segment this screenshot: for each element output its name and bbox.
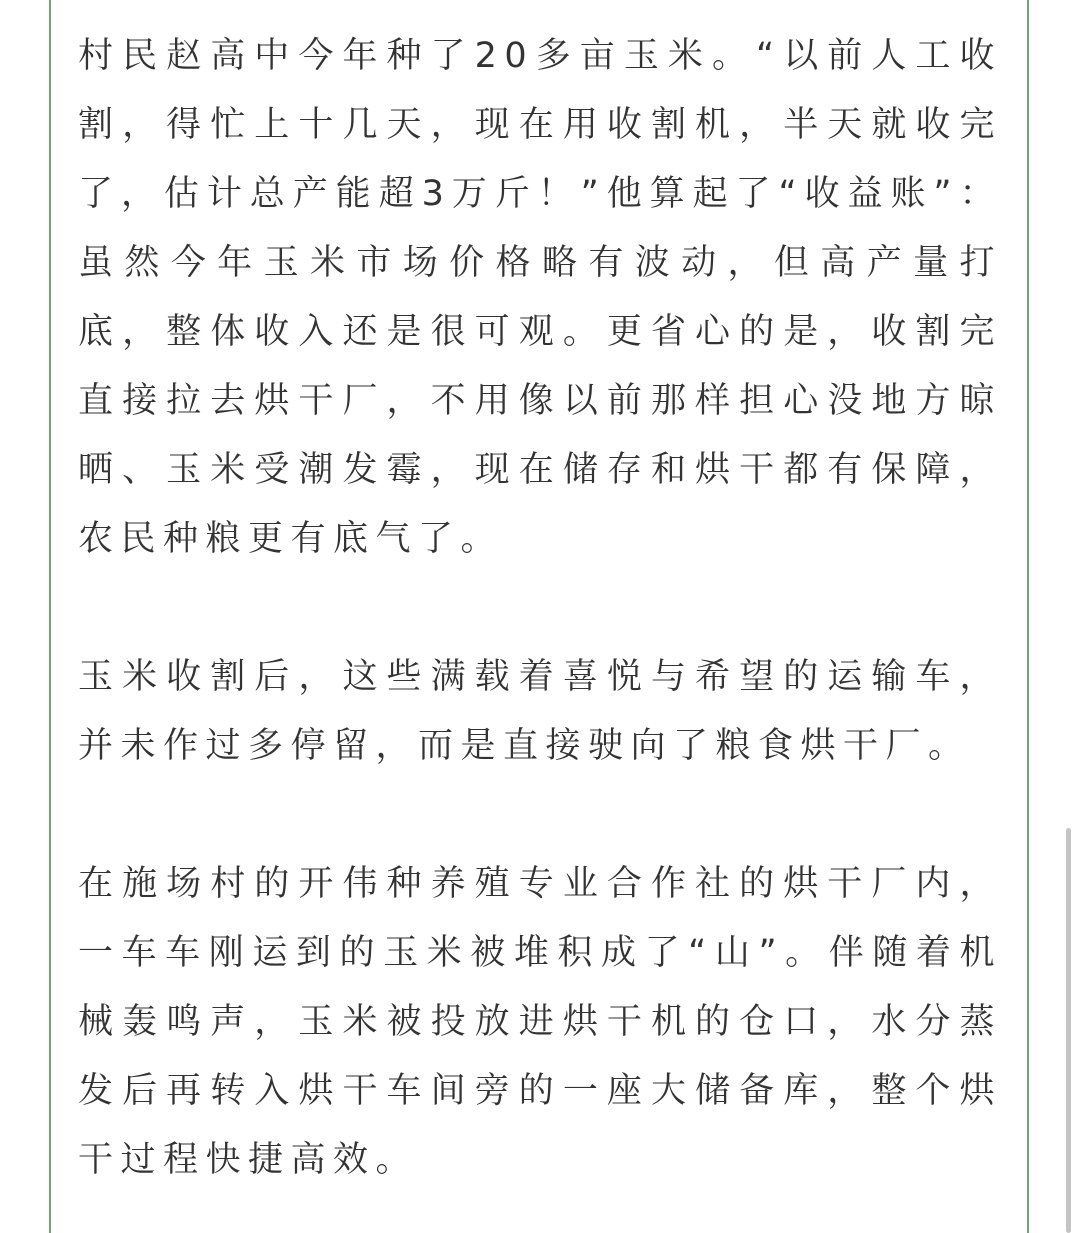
right-frame-border: [1027, 0, 1029, 1233]
paragraph-harvest-income: 村民赵高中今年种了20多亩玉米。“以前人工收割，得忙上十几天，现在用收割机，半天就收完了，估计总产能超3万斤！”他算起了“收益账”：虽然今年玉米市场价格略有波动，但高产量打底，整体收入还是很可观。更省心的是，收割完直接拉去烘干厂，不用像以前那样担心没地方晾晒、玉米受潮发霉，现在储存和烘干都有保障，农民种粮更有底气了。: [78, 36, 1002, 559]
paragraph-transport: 玉米收割后，这些满载着喜悦与希望的运输车，并未作过多停留，而是直接驶向了粮食烘干厂。: [78, 657, 1002, 766]
article-body: [78, 22, 1002, 1195]
paragraph-drying-plant: 在施场村的开伟种养殖专业合作社的烘干厂内，一车车刚运到的玉米被堆积成了“山”。伴随着机械轰鸣声，玉米被投放进烘干机的仓口，水分蒸发后再转入烘干车间旁的一座大储备库，整个烘干过程快捷高效。: [78, 864, 1002, 1180]
vertical-scrollbar[interactable]: [1066, 828, 1071, 1233]
paragraph-spacer: [78, 781, 1002, 850]
left-frame-border: [49, 0, 51, 1233]
paragraph-spacer: [78, 574, 1002, 643]
